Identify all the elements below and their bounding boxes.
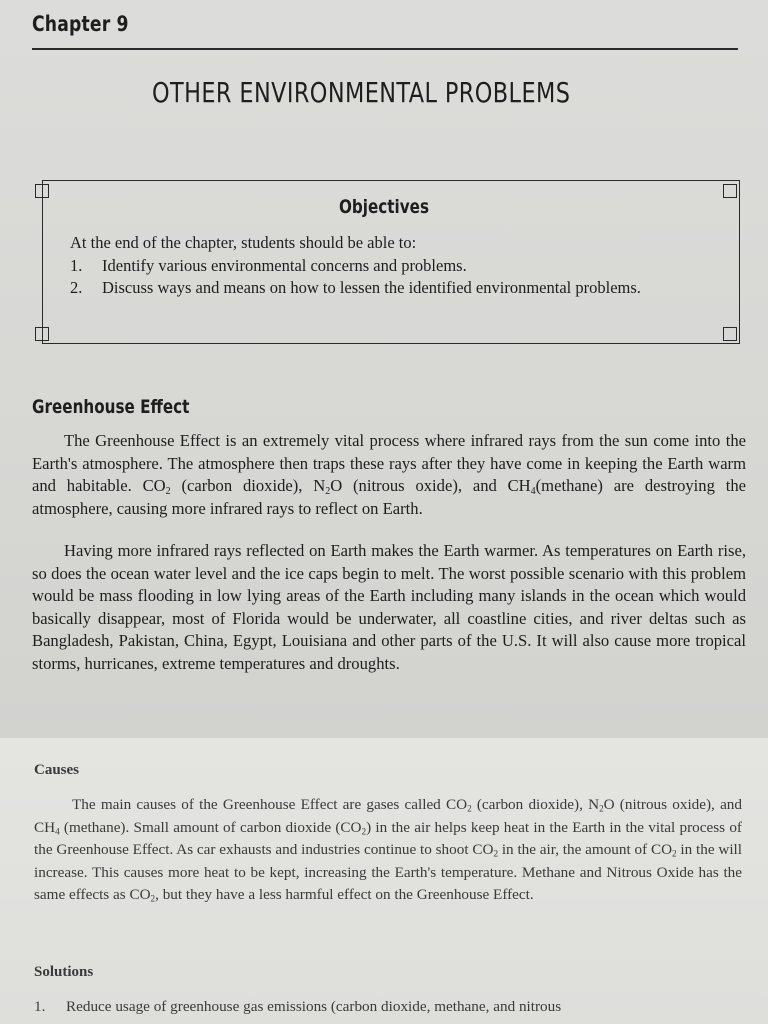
causes-text: in the will increase. This causes more heat to be kept, increasing the Earth's temperature. Methane and Nitrous Oxide has the same effects as CO bbox=[34, 841, 742, 903]
causes-text: O (nitrous oxide), and CH bbox=[34, 796, 742, 836]
section-title: Greenhouse Effect bbox=[32, 396, 190, 418]
objective-number: 1. bbox=[70, 256, 83, 275]
solution-text: Reduce usage of greenhouse gas emissions (carbon dioxide, methane, and nitrous bbox=[66, 998, 562, 1015]
objective-item bbox=[70, 255, 710, 277]
para2-text: Having more infrared rays reflected on Earth makes the Earth warmer. As temperatures on Earth rise, so does the ocean water level and the ice caps begin to melt. The worst possible scenario with this problem would be mass flooding in low lying areas of the Earth including many islands in the ocean which would basically disappear, most of Florida would be underwater, all coastline cities, and river deltas such as Bangladesh, Pakistan, China, Egypt, Louisiana and other parts of the U.S. It will also cause more tropical storms, hurricanes, extreme temperatures and droughts. bbox=[32, 541, 746, 673]
para1-text-a: The Greenhouse Effect is an extremely vital process where infrared rays from the sun come into the Earth's atmosphere. The atmosphere then traps these rays after they have come in keeping the Earth warm and habitable. CO bbox=[32, 431, 746, 495]
objective-number: 2. bbox=[70, 278, 83, 297]
causes-sub: 2 bbox=[599, 803, 604, 814]
causes-text: (methane). Small amount of carbon dioxide (CO bbox=[59, 818, 362, 836]
objectives-title: Objectives bbox=[338, 196, 430, 218]
objective-item bbox=[70, 277, 710, 299]
para1-sub: 2 bbox=[325, 485, 331, 497]
causes-text: (carbon dioxide), N bbox=[471, 796, 600, 813]
causes-text: in the air, the amount of CO bbox=[498, 841, 673, 858]
solutions-list bbox=[34, 996, 742, 1018]
causes-sub: 2 bbox=[672, 848, 677, 859]
paragraph-2 bbox=[32, 540, 746, 675]
para1-sub: 4 bbox=[530, 485, 536, 497]
para1-text-b: (carbon dioxide), N bbox=[170, 476, 326, 495]
chapter-title: OTHER ENVIRONMENTAL PROBLEMS bbox=[152, 76, 571, 109]
causes-text: The main causes of the Greenhouse Effect are gases called CO bbox=[72, 796, 468, 813]
chapter-rule bbox=[32, 48, 738, 50]
objective-text: Discuss ways and means on how to lessen the identified environmental problems. bbox=[102, 278, 641, 297]
causes-text: , but they have a less harmful effect on the Greenhouse Effect. bbox=[155, 886, 534, 903]
solutions-title: Solutions bbox=[34, 964, 94, 980]
chapter-label: Chapter 9 bbox=[32, 12, 129, 36]
page-bottom bbox=[0, 738, 768, 1024]
box-corner-tr bbox=[723, 184, 737, 198]
box-corner-br bbox=[723, 327, 737, 341]
causes-title: Causes bbox=[34, 762, 80, 778]
box-corner-bl bbox=[35, 327, 49, 341]
causes-sub: 2 bbox=[361, 826, 367, 837]
causes-text: ) in the air helps keep heat in the Earth in the vital process of the Greenhouse Effect. As car exhausts and industries continue to shoot CO bbox=[34, 818, 742, 858]
solution-number: 1. bbox=[34, 998, 46, 1015]
paragraph-1 bbox=[32, 430, 746, 520]
objectives-intro: At the end of the chapter, students should be able to: bbox=[70, 233, 417, 252]
para1-sub: 2 bbox=[165, 485, 171, 497]
causes-sub: 2 bbox=[493, 848, 499, 859]
solution-item bbox=[34, 996, 742, 1018]
para1-text-c: O (nitrous oxide), and CH bbox=[330, 476, 531, 495]
para1-text-d: (methane) are destroying the atmosphere, causing more infrared rays to reflect on Earth. bbox=[32, 476, 746, 518]
causes-sub: 4 bbox=[55, 826, 60, 837]
causes-sub: 2 bbox=[467, 803, 472, 814]
causes-paragraph bbox=[34, 794, 742, 907]
objectives-list bbox=[70, 255, 710, 299]
box-corner-tl bbox=[35, 184, 49, 198]
causes-sub: 2 bbox=[150, 893, 156, 904]
objective-text: Identify various environmental concerns and problems. bbox=[102, 256, 467, 275]
